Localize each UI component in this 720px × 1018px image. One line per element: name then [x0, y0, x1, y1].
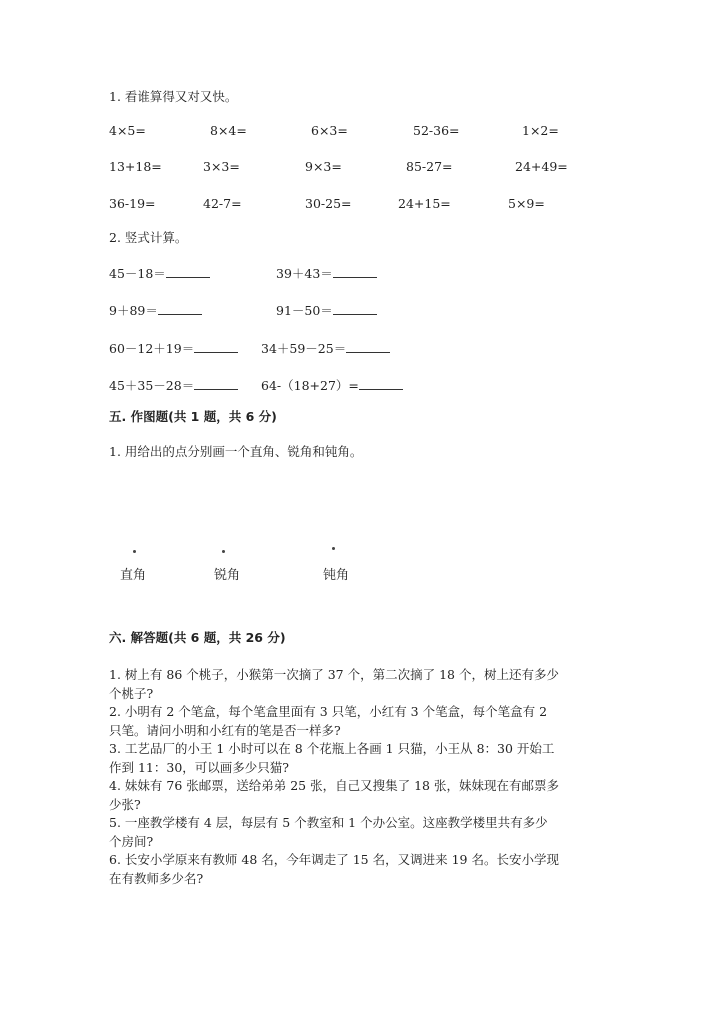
text: 42-7= — [203, 196, 242, 211]
word-problem-line — [109, 778, 559, 794]
answer-blank[interactable] — [194, 378, 238, 390]
text: 64-（18+27）= — [261, 378, 359, 393]
text: 8×4= — [210, 123, 247, 138]
oral-calc-item — [203, 159, 240, 175]
word-problem-line — [109, 871, 203, 887]
word-problem-line — [109, 852, 559, 868]
text: 45－18＝ — [109, 266, 166, 281]
answer-blank[interactable] — [194, 341, 238, 353]
section-6-header: 六. 解答题(共 6 题，共 26 分) — [109, 630, 286, 645]
word-problem-line — [109, 741, 554, 757]
oral-calc-item — [109, 123, 146, 139]
obtuse-angle-point — [332, 547, 335, 550]
text: 作到 11：30，可以画多少只猫? — [109, 759, 289, 775]
oral-calc-item — [109, 159, 162, 175]
text: 30-25= — [305, 196, 352, 211]
text: 6×3= — [311, 123, 348, 138]
text: 24+15= — [398, 196, 451, 211]
vertical-calc-item — [261, 378, 403, 394]
word-problem-line — [109, 797, 141, 813]
vertical-calc-item — [109, 303, 202, 319]
text: 5. 一座教学楼有 4 层，每层有 5 个教室和 1 个办公室。这座教学楼里共有多少 — [109, 815, 548, 830]
answer-blank[interactable] — [333, 303, 377, 315]
answer-blank[interactable] — [158, 303, 202, 315]
text: 只笔。请问小明和小红有的笔是否一样多? — [109, 722, 341, 738]
vertical-calc-item — [109, 266, 210, 282]
text: 3×3= — [203, 159, 240, 174]
text: 24+49= — [515, 159, 568, 174]
answer-blank[interactable] — [346, 341, 390, 353]
acute-angle-point — [222, 550, 225, 553]
word-problem-line — [109, 686, 153, 702]
text: 45＋35－28＝ — [109, 378, 195, 393]
word-problem-line — [109, 667, 559, 683]
text: 85-27= — [406, 159, 453, 174]
text: 5×9= — [508, 196, 545, 211]
text: 6. 长安小学原来有教师 48 名，今年调走了 15 名，又调进来 19 名。长安小学现 — [109, 852, 559, 867]
text: 4. 妹妹有 76 张邮票，送给弟弟 25 张，自己又搜集了 18 张，妹妹现在有邮票多 — [109, 778, 559, 793]
oral-calc-item — [305, 196, 352, 212]
oral-calc-item — [406, 159, 453, 175]
text: 个房间? — [109, 833, 154, 849]
section-5-header: 五. 作图题(共 1 题，共 6 分) — [109, 409, 277, 424]
vertical-calc-item — [109, 341, 238, 357]
section-5-question: 1. 用给出的点分别画一个直角、锐角和钝角。 — [109, 444, 363, 459]
oral-calc-item — [203, 196, 242, 212]
word-problem-line — [109, 760, 289, 776]
q2-title: 2. 竖式计算。 — [109, 230, 188, 245]
oral-calc-item — [305, 159, 342, 175]
text: 9＋89＝ — [109, 303, 158, 318]
oral-calc-item — [109, 196, 156, 212]
text: 39＋43＝ — [276, 266, 333, 281]
vertical-calc-item — [276, 266, 377, 282]
text: 9×3= — [305, 159, 342, 174]
answer-blank[interactable] — [166, 266, 210, 278]
text: 91－50＝ — [276, 303, 333, 318]
text: 在有教师多少名? — [109, 870, 204, 886]
word-problem-line — [109, 704, 547, 720]
text: 1. 树上有 86 个桃子，小猴第一次摘了 37 个，第二次摘了 18 个，树上还有多少 — [109, 667, 559, 682]
vertical-calc-item — [261, 341, 390, 357]
text: 3. 工艺品厂的小王 1 小时可以在 8 个花瓶上各画 1 只猫，小王从 8：30 开始工 — [109, 741, 555, 756]
oral-calc-item — [413, 123, 460, 139]
obtuse-angle-label: 钝角 — [323, 568, 350, 583]
oral-calc-item — [398, 196, 451, 212]
oral-calc-item — [311, 123, 348, 139]
word-problem-line — [109, 834, 153, 850]
acute-angle-label: 锐角 — [214, 568, 241, 583]
text: 1×2= — [522, 123, 559, 138]
q1-title: 1. 看谁算得又对又快。 — [109, 89, 238, 104]
text: 13+18= — [109, 159, 162, 174]
text: 少张? — [109, 796, 141, 812]
word-problem-line — [109, 815, 548, 831]
word-problem-line — [109, 723, 341, 739]
oral-calc-item — [515, 159, 568, 175]
answer-blank[interactable] — [359, 378, 403, 390]
text: 36-19= — [109, 196, 156, 211]
text: 34＋59－25＝ — [261, 341, 347, 356]
text: 60－12＋19＝ — [109, 341, 195, 356]
right-angle-label: 直角 — [120, 568, 147, 583]
text: 52-36= — [413, 123, 460, 138]
right-angle-point — [133, 550, 136, 553]
text: 4×5= — [109, 123, 146, 138]
vertical-calc-item — [276, 303, 377, 319]
answer-blank[interactable] — [333, 266, 377, 278]
text: 2. 小明有 2 个笔盒，每个笔盒里面有 3 只笔，小红有 3 个笔盒，每个笔盒有 2 — [109, 704, 548, 719]
oral-calc-item — [210, 123, 247, 139]
text: 个桃子? — [109, 685, 154, 701]
vertical-calc-item — [109, 378, 238, 394]
oral-calc-item — [522, 123, 559, 139]
oral-calc-item — [508, 196, 545, 212]
